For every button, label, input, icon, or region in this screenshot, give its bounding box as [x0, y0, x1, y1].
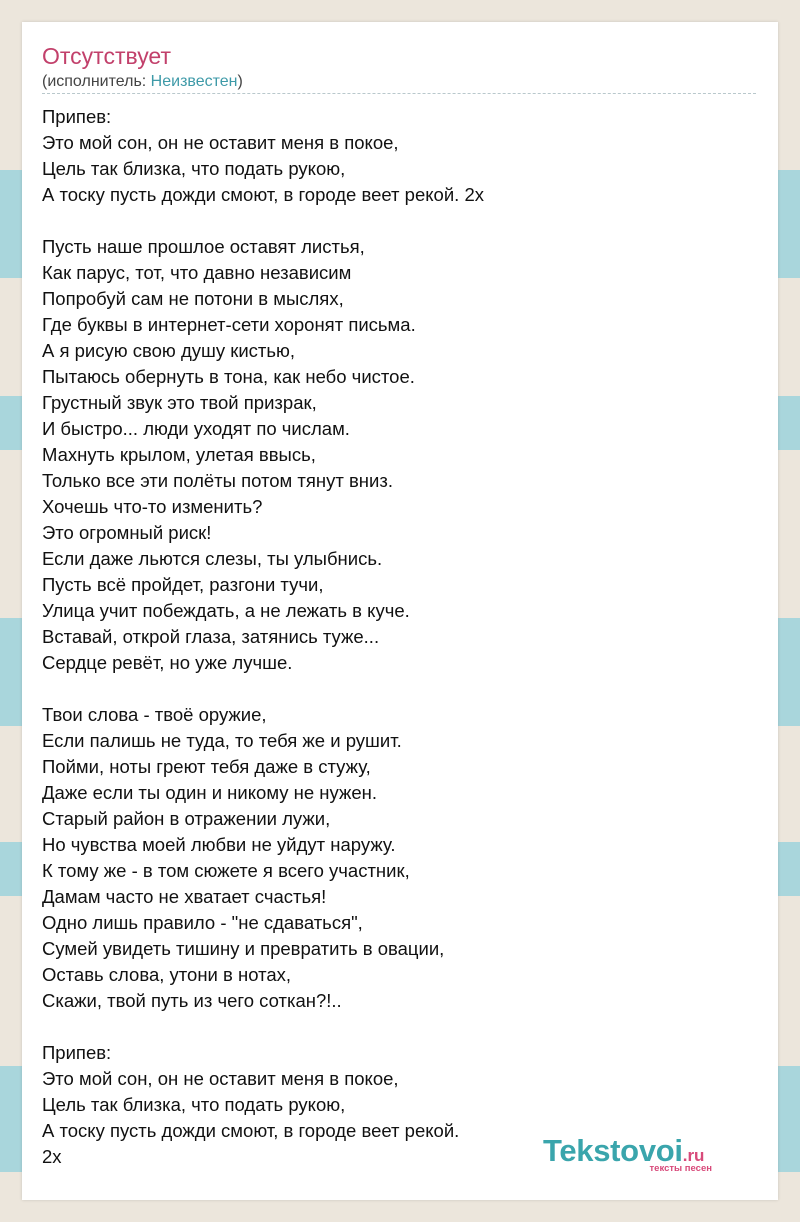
logo-main-text: Tekstovoi — [543, 1133, 683, 1168]
lyric-line: Твои слова - твоё оружие, — [42, 704, 267, 725]
lyric-line: К тому же - в том сюжете я всего участник, — [42, 860, 410, 881]
lyric-line — [42, 1014, 752, 1040]
lyric-line — [42, 676, 752, 702]
lyric-line: Улица учит побеждать, а не лежать в куче. — [42, 600, 410, 621]
site-logo[interactable] — [543, 1134, 748, 1174]
lyric-line: А тоску пусть дожди смоют, в городе веет рекой. 2x — [42, 184, 484, 205]
logo-tld: .ru — [682, 1146, 705, 1165]
lyric-line: А тоску пусть дожди смоют, в городе веет рекой. — [42, 1120, 460, 1141]
lyric-line: Грустный звук это твой призрак, — [42, 392, 317, 413]
lyric-line: Это мой сон, он не оставит меня в покое, — [42, 132, 399, 153]
lyric-line: Пытаюсь обернуть в тона, как небо чистое. — [42, 366, 415, 387]
lyric-line: Но чувства моей любви не уйдут наружу. — [42, 834, 396, 855]
lyric-line: Если даже льются слезы, ты улыбнись. — [42, 548, 383, 569]
lyric-line: Попробуй сам не потони в мыслях, — [42, 288, 344, 309]
lyric-line: Сумей увидеть тишину и превратить в овации, — [42, 938, 445, 959]
lyric-line: Припев: — [42, 1042, 112, 1063]
lyric-line: И быстро... люди уходят по числам. — [42, 418, 350, 439]
artist-line — [42, 72, 243, 92]
lyric-line: Это мой сон, он не оставит меня в покое, — [42, 1068, 399, 1089]
lyric-line: Вставай, открой глаза, затянись туже... — [42, 626, 380, 647]
lyric-line: Пусть всё пройдет, разгони тучи, — [42, 574, 324, 595]
lyric-line: Как парус, тот, что давно независим — [42, 262, 352, 283]
lyric-line: Сердце ревёт, но уже лучше. — [42, 652, 293, 673]
lyric-line: 2x — [42, 1146, 62, 1167]
lyric-line: Если палишь не туда, то тебя же и рушит. — [42, 730, 402, 751]
lyric-line: Припев: — [42, 106, 112, 127]
lyric-line: Старый район в отражении лужи, — [42, 808, 331, 829]
song-title: Отсутствует — [42, 43, 171, 69]
lyric-line: Махнуть крылом, улетая ввысь, — [42, 444, 316, 465]
lyrics-card — [22, 22, 778, 1200]
lyric-line: Пусть наше прошлое оставят листья, — [42, 236, 365, 257]
lyric-line: Хочешь что-то изменить? — [42, 496, 263, 517]
artist-prefix: (исполнитель: — [42, 73, 151, 90]
lyric-line: Даже если ты один и никому не нужен. — [42, 782, 377, 803]
lyric-line: Одно лишь правило - "не сдаваться", — [42, 912, 363, 933]
title-divider — [42, 93, 756, 94]
logo-tagline: тексты песен — [649, 1163, 712, 1174]
lyric-line: Дамам часто не хватает счастья! — [42, 886, 327, 907]
artist-link[interactable]: Неизвестен — [150, 73, 238, 90]
artist-suffix: ) — [237, 73, 243, 90]
lyric-line: Только все эти полёты потом тянут вниз. — [42, 470, 393, 491]
lyric-line: А я рисую свою душу кистью, — [42, 340, 296, 361]
lyric-line: Цель так близка, что подать рукою, — [42, 158, 346, 179]
lyric-line: Где буквы в интернет-сети хоронят письма. — [42, 314, 416, 335]
lyric-line: Скажи, твой путь из чего соткан?!.. — [42, 990, 342, 1011]
lyric-line: Это огромный риск! — [42, 522, 212, 543]
lyrics-text — [42, 104, 752, 1170]
lyric-line: Цель так близка, что подать рукою, — [42, 1094, 346, 1115]
lyric-line — [42, 208, 752, 234]
lyric-line: Оставь слова, утони в нотах, — [42, 964, 292, 985]
lyric-line: Пойми, ноты греют тебя даже в стужу, — [42, 756, 371, 777]
